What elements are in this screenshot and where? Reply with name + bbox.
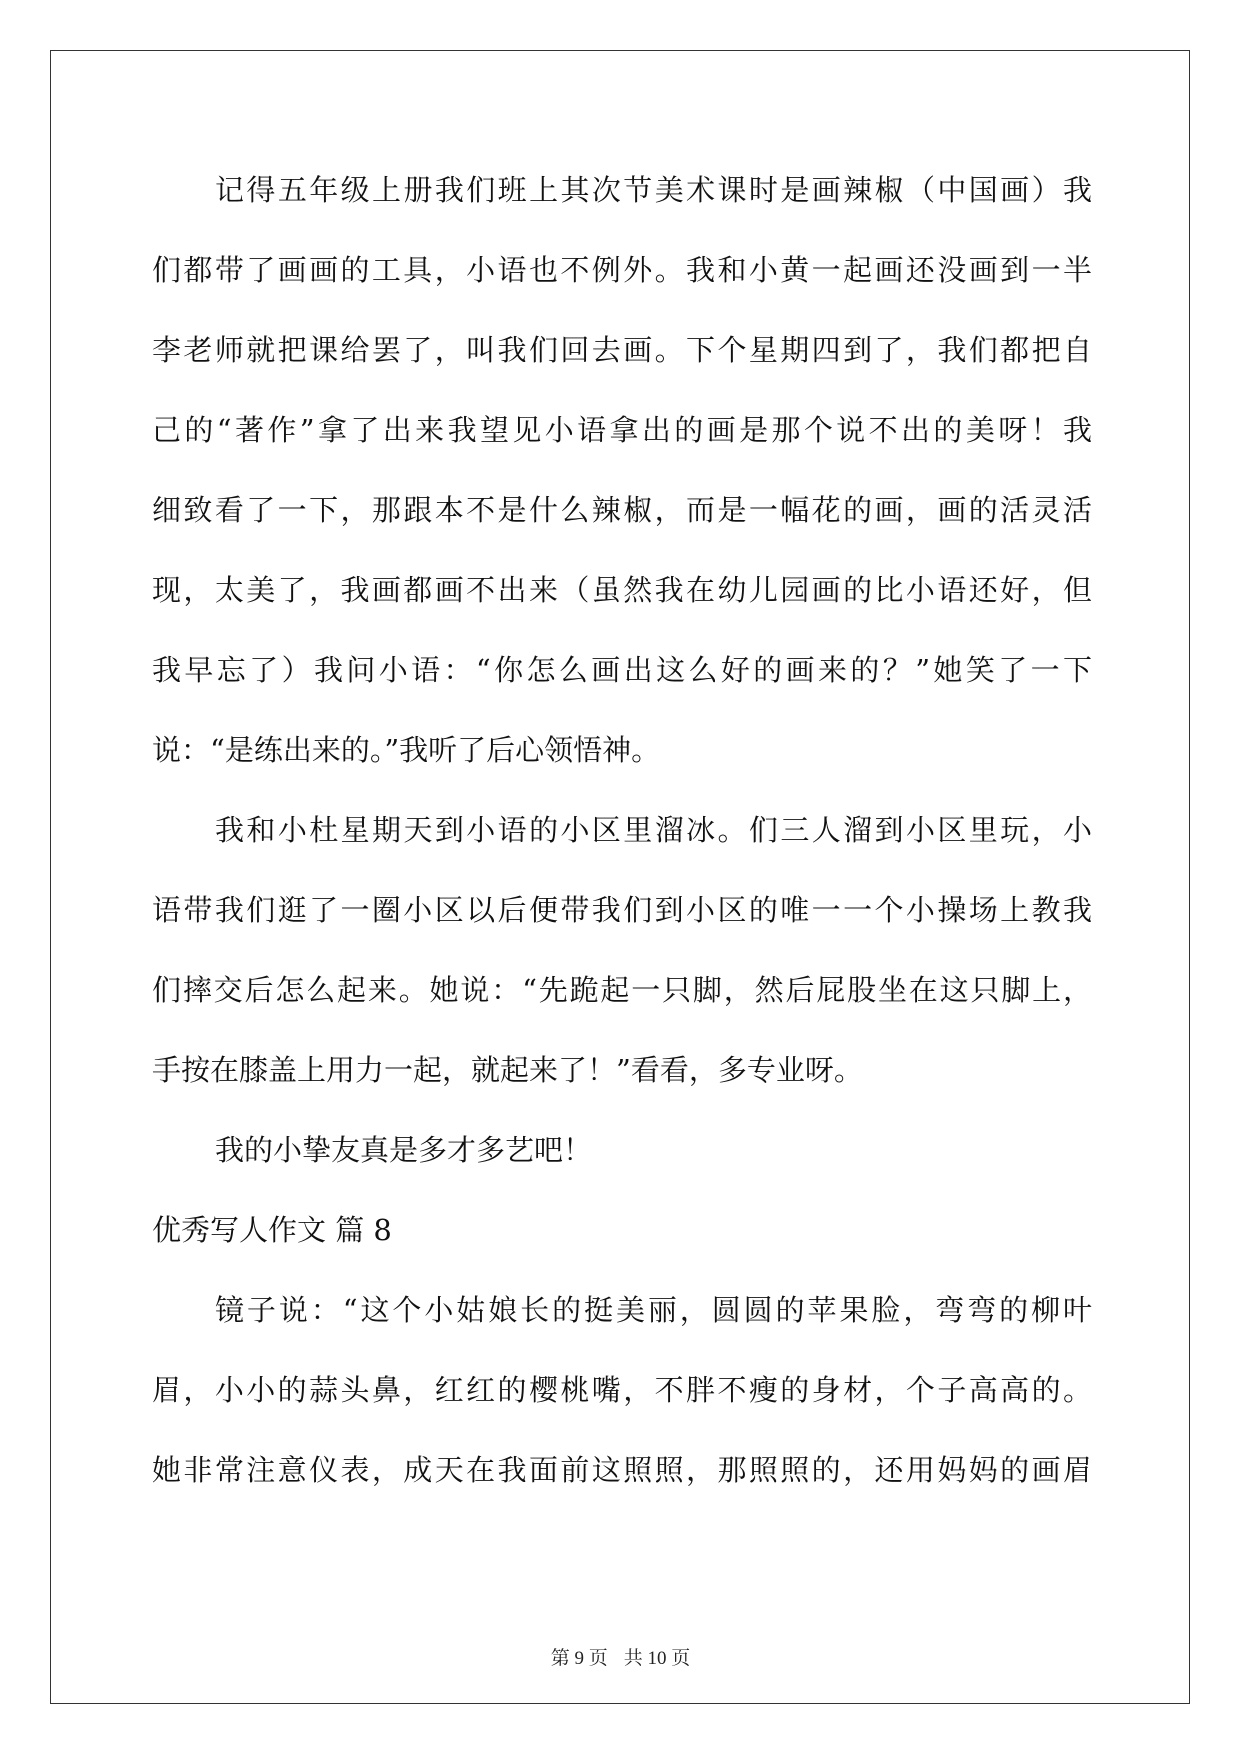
paragraph-line: 我早忘了）我问小语：“你怎么画出这么好的画来的？”她笑了一下: [152, 653, 1092, 687]
page-footer: [0, 1643, 1241, 1670]
section-heading: 优秀写人作文 篇 8: [152, 1213, 392, 1247]
paragraph-line: 语带我们逛了一圈小区以后便带我们到小区的唯一一个小操场上教我: [152, 893, 1092, 927]
paragraph-line: 己的“著作”拿了出来我望见小语拿出的画是那个说不出的美呀！我: [152, 413, 1092, 447]
paragraph-line: 李老师就把课给罢了，叫我们回去画。下个星期四到了，我们都把自: [152, 333, 1092, 367]
paragraph-line: 细致看了一下，那跟本不是什么辣椒，而是一幅花的画，画的活灵活: [152, 493, 1092, 527]
paragraph-line: 镜子说：“这个小姑娘长的挺美丽，圆圆的苹果脸，弯弯的柳叶: [215, 1293, 1092, 1327]
page-number: 第 9 页: [550, 1648, 608, 1669]
paragraph-line: 手按在膝盖上用力一起，就起来了！”看看，多专业呀。: [152, 1053, 863, 1087]
paragraph-line: 她非常注意仪表，成天在我面前这照照，那照照的，还用妈妈的画眉: [152, 1453, 1092, 1487]
page-total: 共 10 页: [623, 1648, 691, 1669]
paragraph-line: 现，太美了，我画都画不出来（虽然我在幼儿园画的比小语还好，但: [152, 573, 1092, 607]
paragraph-line: 我和小杜星期天到小语的小区里溜冰。们三人溜到小区里玩，小: [215, 813, 1092, 847]
paragraph-line: 们摔交后怎么起来。她说：“先跪起一只脚，然后屁股坐在这只脚上，: [152, 973, 1092, 1007]
paragraph-line: 我的小挚友真是多才多艺吧！: [215, 1133, 593, 1167]
paragraph-line: 记得五年级上册我们班上其次节美术课时是画辣椒（中国画）我: [215, 173, 1092, 207]
paragraph-line: 眉，小小的蒜头鼻，红红的樱桃嘴，不胖不瘦的身材，个子高高的。: [152, 1373, 1092, 1407]
paragraph-line: 们都带了画画的工具，小语也不例外。我和小黄一起画还没画到一半: [152, 253, 1092, 287]
paragraph-line: 说：“是练出来的。”我听了后心领悟神。: [152, 733, 661, 767]
